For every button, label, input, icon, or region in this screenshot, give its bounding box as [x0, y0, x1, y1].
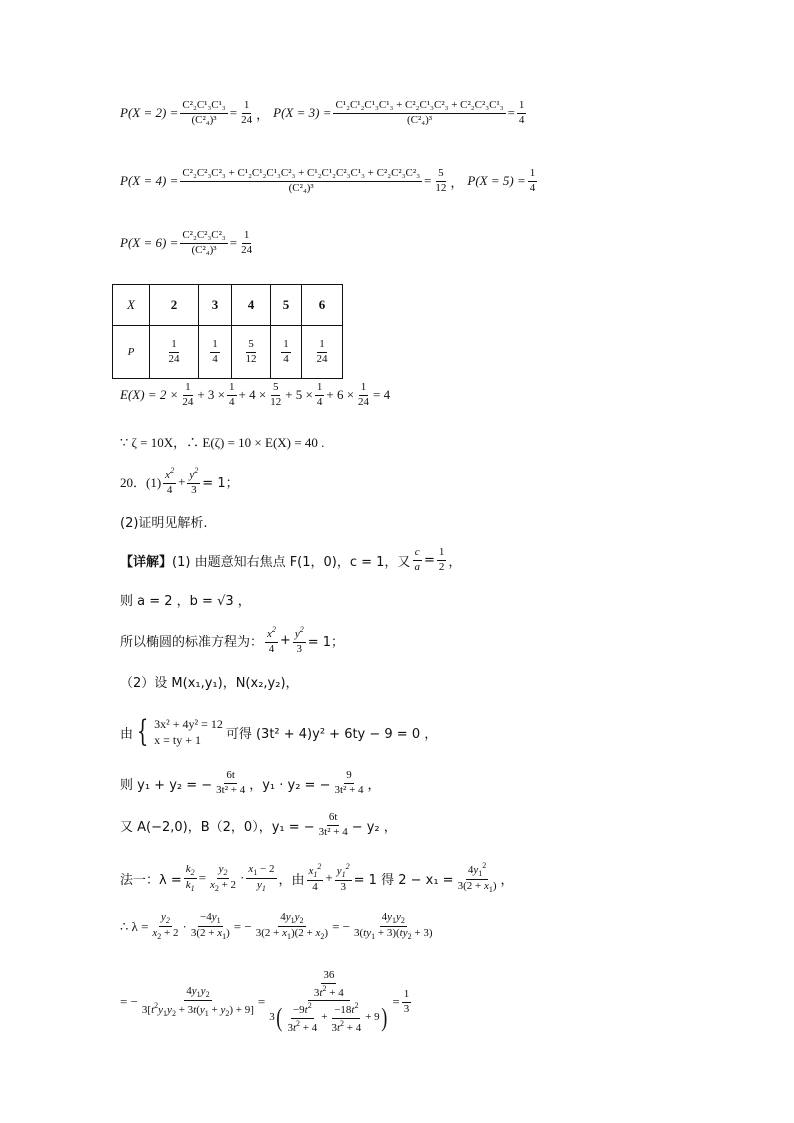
ex-frac-num: 5: [271, 382, 281, 396]
px4-value-num: 5: [436, 168, 446, 182]
table-header-cell: 6: [302, 285, 343, 326]
px4-value: [433, 168, 448, 194]
vieta-tail: ，: [367, 777, 381, 793]
cell-num: 1: [169, 339, 179, 353]
px3-lhs: P(X = 3) =: [273, 105, 332, 121]
px2-value: [239, 100, 254, 126]
sys-eq2: x = ty + 1: [154, 733, 201, 748]
ellipse-text: 所以椭圆的标准方程为：: [120, 635, 264, 651]
final-eq: =: [392, 994, 400, 1010]
expectation-lhs: E(X) = 2 ×: [120, 387, 179, 403]
ellipse-line: 所以椭圆的标准方程为： $\frac{x^2}{4}$ + $\frac{y^2}{3}$ = 1；: [120, 625, 344, 655]
set-points-text: （2）设 M(x₁,y₁)，N(x₂,y₂)，: [120, 676, 299, 691]
ex-frac-num: 1: [359, 382, 369, 396]
cell-den: 4: [283, 352, 289, 365]
table-cell: [271, 326, 302, 379]
method1-prefix: 法一：λ =: [120, 872, 182, 888]
px3-value-den: 4: [518, 113, 525, 126]
detail-text: (1) 由题意知右焦点 F(1，0)，c = 1，又: [172, 554, 411, 570]
distribution-table: [112, 284, 343, 379]
cell-num: 1: [210, 339, 220, 353]
px3-denominator: (C²₄)³: [406, 113, 433, 126]
lambda-prefix: ∴ λ =: [120, 918, 149, 934]
brace-icon: {: [136, 714, 149, 750]
ex-term: + 5 ×: [285, 387, 313, 403]
px6-line: P(X = 6) = $\frac{\text{C²₂C²₃C²₃}}{\text{(C²₄)³}}$ = $\frac{1}{24}$: [120, 229, 253, 256]
vieta-prod-prefix: ，y₁ · y₂ = −: [249, 777, 331, 793]
table-cell: [150, 326, 199, 379]
px4-px5-line: P(X = 4) = $\frac{\text{C²₂C²₃C²₃ + C¹₂C¹₂C¹₃C²₃ + C¹₂C¹₂C²₃C¹₃ + C²₂C²₃C²₃}}{\text{(C²₄)³}}$ = $\frac{5}{12}$ ， P(X = 5) = $\frac{1}{4}$: [120, 167, 536, 194]
px6-numerator: C²₂C²₃C²₃: [180, 230, 227, 244]
sys-result: 可得 (3t² + 4)y² + 6ty − 9 = 0 ，: [225, 726, 438, 742]
px3-value-num: 1: [517, 100, 527, 114]
cell-den: 12: [245, 352, 257, 365]
px3-numerator: C¹₂C¹₂C¹₃C¹₃ + C²₂C¹₃C²₃ + C²₂C²₃C¹₃: [333, 100, 505, 114]
table-cell: [199, 326, 232, 379]
px2-numerator: C²₂C¹₃C¹₃: [180, 100, 227, 114]
cell-num: 1: [317, 339, 327, 353]
px3-value: [517, 100, 527, 126]
method1-tail: ，: [500, 872, 514, 888]
complex-fraction: $\frac{36}{3t^2 + 4}$ 3 ( $\frac{-9t^2}{3t^2 + 4}$ + $\frac{-18t^2}{3t^2 + 4}$ + 9 ): [269, 969, 388, 1034]
px2-value-den: 24: [241, 113, 253, 126]
expectation-line: [120, 382, 390, 408]
table-row-label: P: [113, 326, 150, 379]
px5-value-num: 1: [528, 168, 538, 182]
vieta-line: [120, 770, 381, 796]
px6-value-num: 1: [242, 230, 252, 244]
ex-result: = 4: [373, 387, 391, 403]
cell-den: 4: [212, 352, 218, 365]
table-header-row: [113, 285, 343, 326]
final-num: 1: [402, 989, 412, 1003]
lambda-line: ∴ λ = $\frac{y_2}{x_2 + 2}$ · $\frac{-4y_1}{3(2 + x_1)}$ = − $\frac{4y_1y_2}{3(2 + x_1)(2 + x_2)}$ = − $\frac{4y_1y_2}{3(ty_1 + 3)(ty_2 + 3)}$: [120, 911, 433, 942]
detail-line: 【详解】 (1) 由题意知右焦点 F(1，0)，c = 1，又 $\frac{c}{a}$ = $\frac{1}{2}$ ，: [120, 546, 462, 573]
table-header-cell: X: [113, 285, 150, 326]
table-header-cell: 4: [232, 285, 271, 326]
table-cell: [232, 326, 271, 379]
sys-prefix: 由: [120, 726, 134, 742]
px2-denominator: (C²₄)³: [191, 113, 217, 126]
ellipse-tail: = 1；: [307, 635, 344, 651]
method1-line: 法一：λ = $\frac{k_2}{k_1}$ = $\frac{y_2}{x_2 + 2}$ · $\frac{x_1 - 2}{y_1}$ ，由 $\frac{x_1^2}{4}$ + $\frac{y_1^2}{3}$ = 1 得 2 − x₁ = $\frac{4y_1^2}{3(2 + x_1)}$ ，: [120, 861, 514, 895]
px5-lhs: P(X = 5) =: [467, 173, 526, 189]
table-header-cell: 5: [271, 285, 302, 326]
ex-frac-den: 24: [358, 395, 370, 408]
px5-value-den: 4: [529, 181, 536, 194]
px4-numerator: C²₂C²₃C²₃ + C¹₂C¹₂C¹₃C²₃ + C¹₂C¹₂C²₃C¹₃ + C²₂C²₃C²₃: [180, 168, 422, 182]
equation-system: [154, 716, 223, 748]
px4-denominator: (C²₄)³: [288, 181, 314, 194]
vieta-prefix: 则 y₁ + y₂ = −: [120, 777, 213, 793]
px5-value: [528, 168, 538, 194]
px2-px3-line: P(X = 2) = $\frac{\text{C²₂C¹₃C¹₃}}{\text{(C²₄)³}}$ = $\frac{1}{24}$ ， P(X = 3) = $\frac{\text{C¹₂C¹₂C¹₃C¹₃ + C²₂C¹₃C²₃ + C²₂C²₃C¹₃}}{\text{(C²₄)³}}$ = $\frac{1}{4}$: [120, 99, 525, 126]
px3-fraction: [333, 100, 505, 126]
px6-lhs: P(X = 6) =: [120, 235, 179, 251]
final-prefix: = −: [120, 994, 138, 1010]
cell-num: 1: [281, 339, 291, 353]
vieta-prod-num: 9: [344, 770, 354, 784]
px6-value-den: 24: [241, 243, 253, 256]
ex-frac-num: 1: [183, 382, 193, 396]
px2-fraction: [180, 100, 227, 126]
table-row: [113, 326, 343, 379]
q20-part2-line: [120, 512, 208, 531]
cell-num: 5: [246, 339, 256, 353]
ex-frac-den: 4: [316, 395, 323, 408]
px4-lhs: P(X = 4) =: [120, 173, 179, 189]
table-header-cell: 2: [150, 285, 199, 326]
method1-get: = 1 得 2 − x₁ =: [353, 872, 454, 888]
px2-value-num: 1: [242, 100, 252, 114]
ab-points-tail: − y₂ ，: [351, 819, 397, 835]
px2-lhs: P(X = 2) =: [120, 105, 179, 121]
ex-term: + 3 ×: [197, 387, 226, 403]
ab-points-line: [120, 812, 397, 838]
ab-line: [120, 590, 251, 609]
vieta-prod-den: 3t² + 4: [334, 783, 364, 796]
set-points-line: [120, 672, 299, 691]
ex-frac-num: 1: [227, 382, 237, 396]
system-line: [120, 716, 437, 748]
ex-frac-den: 24: [182, 395, 194, 408]
final-line: = − $\frac{4y_1y_2}{3[t^2y_1y_2 + 3t(y_1 + y_2) + 9]}$ = $\frac{36}{3t^2 + 4}$ 3 ( $\frac{-9t^2}{3t^2 + 4}$ + $\frac{-18t^2}{3t^2 + 4}$ + 9 ) = $\frac{1}{3}$: [120, 969, 410, 1034]
px6-fraction: [180, 230, 227, 256]
q20-eq-tail: = 1；: [202, 476, 239, 492]
vieta-sum-den: 3t² + 4: [216, 783, 246, 796]
y1-frac-num: 6t: [327, 812, 340, 826]
ex-frac-den: 4: [229, 395, 235, 408]
q20-answer-line: 20．(1) $\frac{x^2}{4}$ + $\frac{y^2}{3}$ = 1；: [120, 466, 239, 496]
sys-eq1: 3x² + 4y² = 12: [154, 717, 223, 731]
cell-den: 24: [316, 352, 328, 365]
cell-den: 24: [168, 352, 180, 365]
table-cell: [302, 326, 343, 379]
px4-value-den: 12: [435, 181, 447, 194]
detail-label: 【详解】: [120, 554, 173, 570]
ab-text: 则 a = 2 ，b = √3 ，: [120, 594, 251, 609]
ex-frac-den: 12: [270, 395, 282, 408]
ex-term: + 6 ×: [326, 387, 355, 403]
px6-value: [239, 230, 254, 256]
final-den: 3: [403, 1002, 410, 1015]
q20-title: 20．(1): [120, 475, 162, 491]
table-header-cell: 3: [199, 285, 232, 326]
zeta-line: [120, 432, 324, 451]
y1-frac-den: 3t² + 4: [318, 825, 348, 838]
ab-points-text: 又 A(−2,0)，B（2，0），y₁ = −: [120, 819, 315, 835]
px4-fraction: [180, 168, 422, 194]
ex-term: + 4 ×: [238, 387, 267, 403]
ratio-tail: ，: [448, 554, 462, 570]
ex-frac-num: 1: [315, 382, 325, 396]
method1-mid: ，由: [278, 872, 305, 888]
zeta-text: ∵ ζ = 10X，∴ E(ζ) = 10 × E(X) = 40 .: [120, 435, 325, 450]
q20-part2: (2)证明见解析.: [120, 516, 208, 531]
px6-denominator: (C²₄)³: [191, 243, 217, 256]
vieta-sum-num: 6t: [224, 770, 237, 784]
